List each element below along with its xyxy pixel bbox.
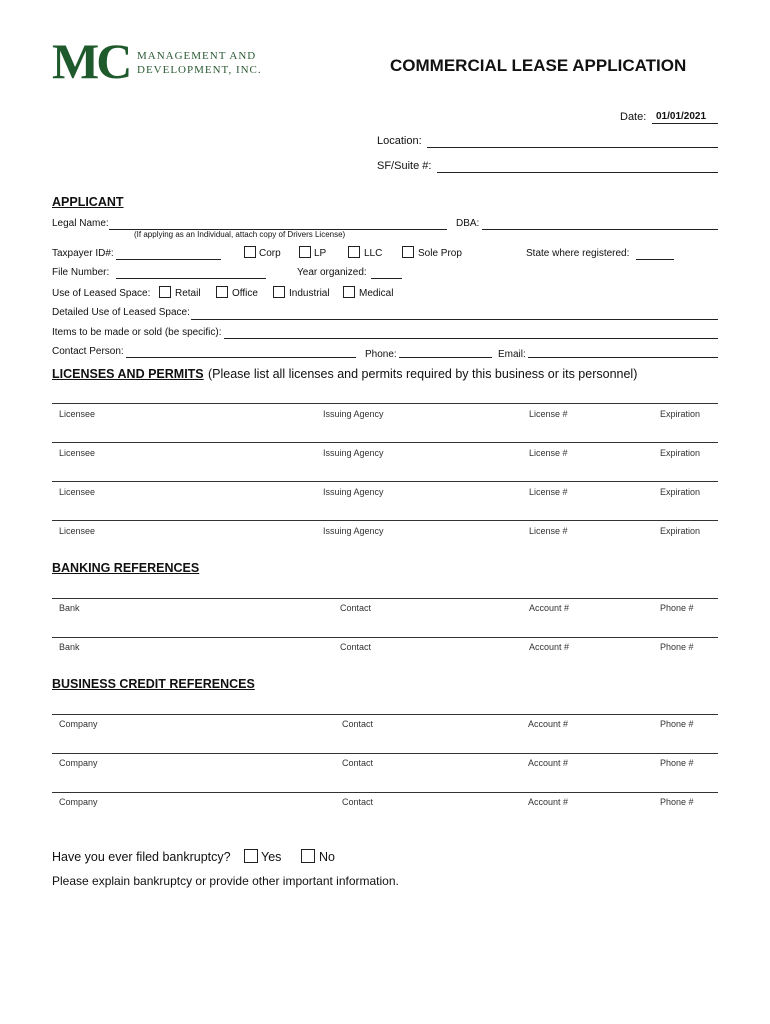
bankruptcy-no-checkbox[interactable]	[301, 849, 315, 863]
file-number-label: File Number:	[52, 267, 110, 278]
contact-field[interactable]	[126, 357, 356, 358]
llc-checkbox[interactable]	[348, 246, 360, 258]
license-col-licensee: Licensee	[59, 526, 96, 536]
contact-label: Contact Person:	[52, 346, 124, 357]
credit-row-rule[interactable]	[52, 792, 718, 793]
industrial-checkbox[interactable]	[273, 286, 285, 298]
company-logo-line1: MANAGEMENT AND	[137, 50, 257, 62]
use-label: Use of Leased Space:	[52, 288, 151, 299]
file-number-field[interactable]	[116, 278, 266, 279]
bank-col-contact: Contact	[340, 642, 372, 652]
state-field[interactable]	[636, 259, 674, 260]
detailed-use-field[interactable]	[191, 319, 718, 320]
license-col-licensee: Licensee	[59, 409, 96, 419]
bankruptcy-yes-checkbox[interactable]	[244, 849, 258, 863]
credit-col-phone: Phone #	[660, 797, 694, 807]
license-col-expiration: Expiration	[660, 526, 701, 536]
license-col-number: License #	[529, 487, 568, 497]
credit-col-contact: Contact	[342, 797, 374, 807]
license-col-number: License #	[529, 448, 568, 458]
state-label: State where registered:	[526, 248, 630, 259]
credit-col-account: Account #	[528, 719, 569, 729]
email-label: Email:	[498, 349, 526, 360]
office-checkbox[interactable]	[216, 286, 228, 298]
location-field[interactable]	[427, 147, 718, 148]
licenses-heading: LICENSES AND PERMITS	[52, 367, 204, 381]
credit-col-contact: Contact	[342, 719, 374, 729]
medical-label: Medical	[359, 288, 394, 299]
license-col-agency: Issuing Agency	[323, 487, 384, 497]
sole-prop-label: Sole Prop	[418, 248, 462, 259]
license-col-number: License #	[529, 409, 568, 419]
corp-checkbox[interactable]	[244, 246, 256, 258]
lp-checkbox[interactable]	[299, 246, 311, 258]
retail-checkbox[interactable]	[159, 286, 171, 298]
lp-label: LP	[314, 248, 327, 259]
items-label: Items to be made or sold (be specific):	[52, 327, 222, 338]
detailed-use-label: Detailed Use of Leased Space:	[52, 307, 190, 318]
year-organized-label: Year organized:	[297, 267, 367, 278]
banking-heading: BANKING REFERENCES	[52, 561, 200, 575]
license-col-agency: Issuing Agency	[323, 526, 384, 536]
credit-col-company: Company	[59, 797, 98, 807]
suite-label: SF/Suite #:	[377, 160, 432, 172]
bank-col-phone: Phone #	[660, 642, 694, 652]
bankruptcy-no-label: No	[319, 850, 335, 864]
page-title: COMMERCIAL LEASE APPLICATION	[390, 56, 687, 75]
medical-checkbox[interactable]	[343, 286, 355, 298]
year-organized-field[interactable]	[371, 278, 402, 279]
license-col-agency: Issuing Agency	[323, 409, 384, 419]
license-col-number: License #	[529, 526, 568, 536]
location-label: Location:	[377, 135, 422, 147]
credit-col-account: Account #	[528, 758, 569, 768]
bank-col-account: Account #	[529, 642, 570, 652]
dba-label: DBA:	[456, 218, 480, 229]
company-logo-line2: DEVELOPMENT, INC.	[137, 64, 262, 76]
items-field[interactable]	[224, 338, 718, 339]
email-field[interactable]	[528, 357, 718, 358]
bankruptcy-yes-label: Yes	[261, 850, 282, 864]
license-col-expiration: Expiration	[660, 448, 701, 458]
license-col-agency: Issuing Agency	[323, 448, 384, 458]
license-row-rule[interactable]	[52, 520, 718, 521]
bank-row-rule[interactable]	[52, 598, 718, 599]
bank-col-phone: Phone #	[660, 603, 694, 613]
industrial-label: Industrial	[289, 288, 330, 299]
license-row-rule[interactable]	[52, 481, 718, 482]
credit-col-phone: Phone #	[660, 758, 694, 768]
dba-field[interactable]	[482, 229, 718, 230]
bank-col-contact: Contact	[340, 603, 372, 613]
sole-prop-checkbox[interactable]	[402, 246, 414, 258]
credit-row-rule[interactable]	[52, 714, 718, 715]
date-field-line[interactable]	[652, 123, 718, 124]
applicant-heading: APPLICANT	[52, 195, 124, 209]
bank-col-bank: Bank	[59, 603, 80, 613]
taxpayer-field[interactable]	[116, 259, 221, 260]
credit-col-company: Company	[59, 758, 98, 768]
taxpayer-label: Taxpayer ID#:	[52, 248, 114, 259]
bank-col-account: Account #	[529, 603, 570, 613]
corp-label: Corp	[259, 248, 281, 259]
credit-col-company: Company	[59, 719, 98, 729]
credit-col-phone: Phone #	[660, 719, 694, 729]
credit-row-rule[interactable]	[52, 753, 718, 754]
bank-row-rule[interactable]	[52, 637, 718, 638]
legal-name-note: (If applying as an Individual, attach copy of Drivers License)	[134, 230, 346, 239]
office-label: Office	[232, 288, 258, 299]
phone-field[interactable]	[399, 357, 492, 358]
credit-heading: BUSINESS CREDIT REFERENCES	[52, 677, 255, 691]
phone-label: Phone:	[365, 349, 397, 360]
license-col-licensee: Licensee	[59, 487, 96, 497]
company-logo-mark: MC	[52, 33, 130, 89]
bank-col-bank: Bank	[59, 642, 80, 652]
license-row-rule[interactable]	[52, 403, 718, 404]
license-col-expiration: Expiration	[660, 409, 701, 419]
suite-field[interactable]	[437, 172, 718, 173]
credit-col-account: Account #	[528, 797, 569, 807]
license-row-rule[interactable]	[52, 442, 718, 443]
license-col-licensee: Licensee	[59, 448, 96, 458]
date-label: Date:	[620, 111, 647, 123]
licenses-note: (Please list all licenses and permits required by this business or its personnel)	[208, 367, 638, 381]
llc-label: LLC	[364, 248, 383, 259]
retail-label: Retail	[175, 288, 201, 299]
bankruptcy-question: Have you ever filed bankruptcy?	[52, 850, 231, 864]
credit-col-contact: Contact	[342, 758, 374, 768]
legal-name-label: Legal Name:	[52, 218, 109, 229]
date-value[interactable]: 01/01/2021	[656, 111, 707, 122]
license-col-expiration: Expiration	[660, 487, 701, 497]
bankruptcy-explain: Please explain bankruptcy or provide other important information.	[52, 874, 399, 888]
